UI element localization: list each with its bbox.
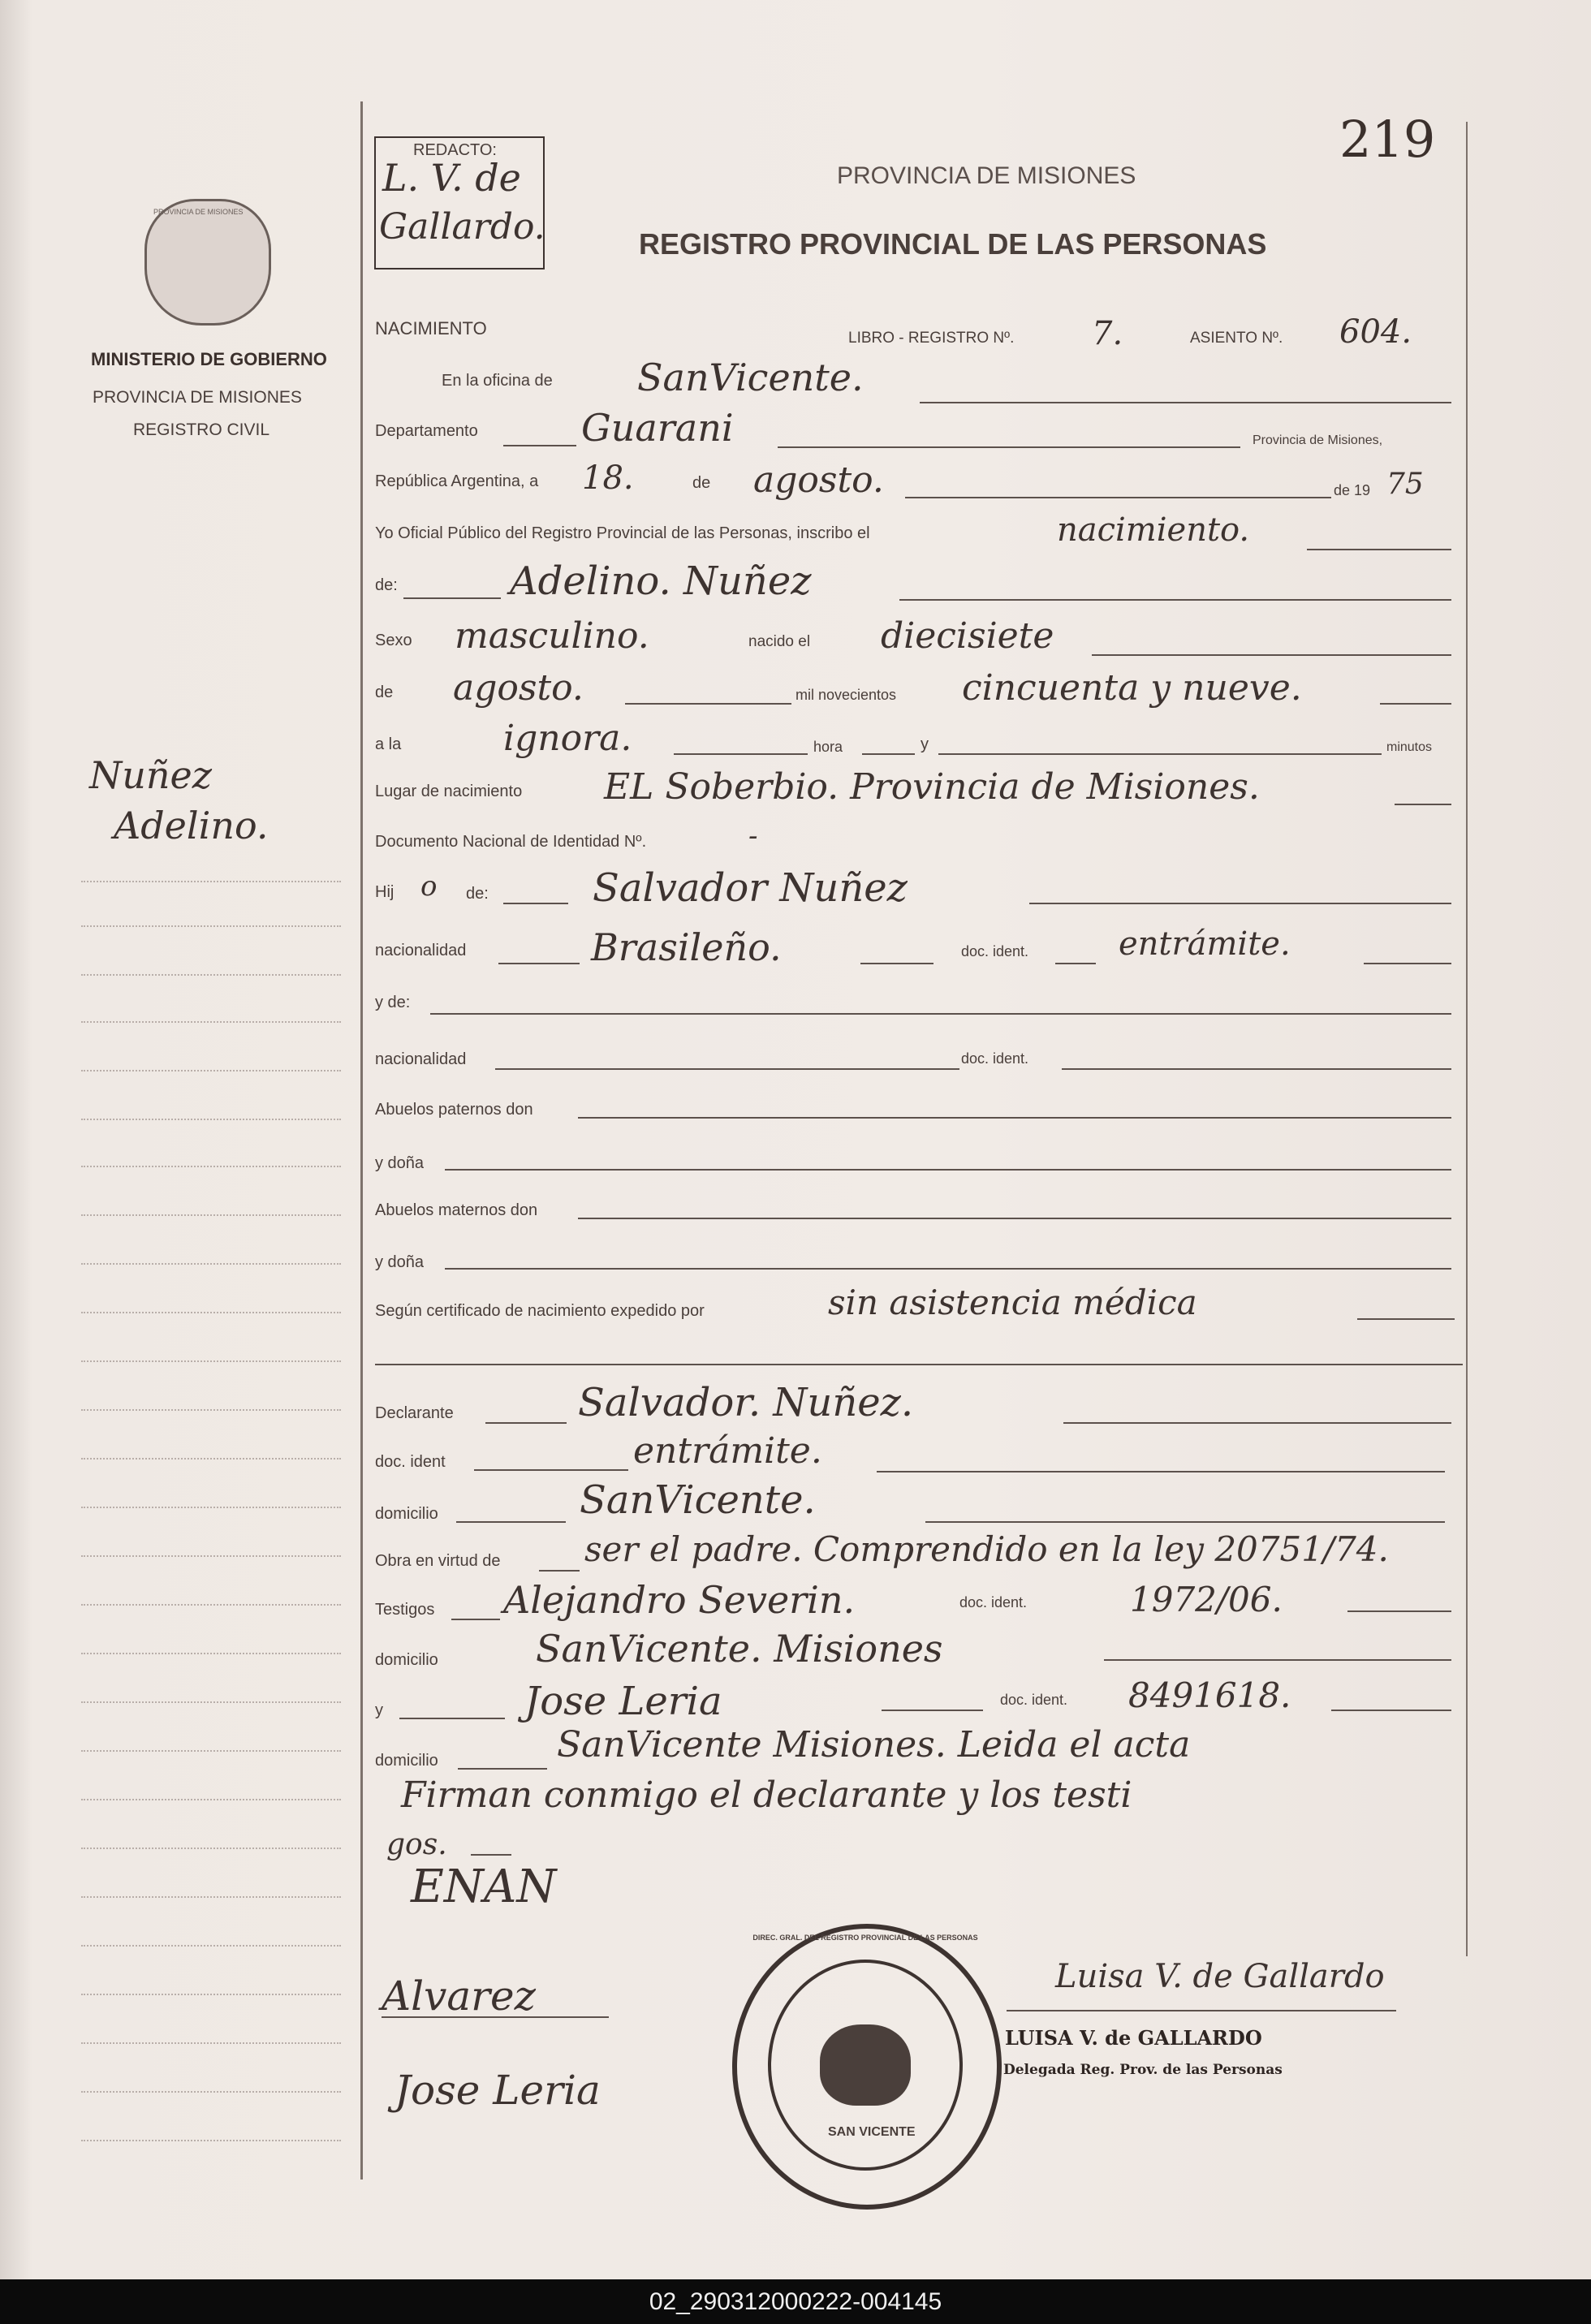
- seal-town: SAN VICENTE: [828, 2125, 916, 2139]
- doc-ident2-label: doc. ident.: [961, 1050, 1029, 1067]
- abuelos-maternos-label: Abuelos maternos don: [375, 1201, 538, 1219]
- margin-ruling: [81, 1312, 341, 1313]
- nacionalidad-line-b: [860, 963, 933, 964]
- margin-ruling: [81, 2042, 341, 2044]
- domicilio3-label: domicilio: [375, 1752, 438, 1770]
- doc-declarante-line-a: [474, 1469, 628, 1471]
- a-la-label: a la: [375, 735, 402, 753]
- dni-label: Documento Nacional de Identidad Nº.: [375, 833, 647, 851]
- margin-ruling: [81, 1409, 341, 1411]
- hijo-label: Hij: [375, 883, 395, 901]
- seal-emblem-icon: [820, 2024, 911, 2106]
- margin-ruling: [81, 1653, 341, 1654]
- official-name: LUISA V. de GALLARDO: [1005, 2026, 1262, 2050]
- right-margin-rule: [1466, 122, 1468, 1956]
- lugar-label: Lugar de nacimiento: [375, 783, 523, 800]
- abuelos-paternos-line: [578, 1117, 1451, 1119]
- testigo1-name: Alejandro Severin.: [503, 1578, 856, 1622]
- nacimiento-heading: NACIMIENTO: [375, 318, 487, 338]
- abuelos-maternos-line: [578, 1218, 1451, 1219]
- margin-ruling: [81, 1604, 341, 1606]
- dni-value: -: [748, 820, 758, 852]
- margin-ruling: [81, 1555, 341, 1557]
- margin-ruling: [81, 1945, 341, 1947]
- margin-ruling: [81, 1360, 341, 1362]
- asiento-value: 604.: [1339, 313, 1412, 351]
- mes-value: agosto.: [753, 459, 884, 501]
- inscribo-value: nacimiento.: [1057, 511, 1250, 549]
- closing-line-1: Firman conmigo el declarante y los testi: [401, 1774, 1132, 1816]
- nacionalidad-line-a: [498, 963, 580, 964]
- de-name-label: de:: [375, 576, 398, 594]
- declarante-line-b: [1063, 1422, 1451, 1424]
- certificado-line: [1357, 1318, 1455, 1320]
- margin-surname: Nuñez: [89, 753, 212, 797]
- certificado-label: Según certificado de nacimiento expedido por: [375, 1302, 705, 1320]
- declarante-value: Salvador. Nuñez.: [578, 1380, 914, 1425]
- departamento-line-a: [503, 445, 576, 446]
- margin-ruling: [81, 925, 341, 927]
- dia-value: 18.: [582, 459, 634, 497]
- official-signature-line: [1007, 2010, 1396, 2011]
- libro-value: 7.: [1092, 315, 1123, 352]
- sexo-label: Sexo: [375, 632, 412, 649]
- madre-line: [430, 1013, 1451, 1015]
- de3-label: de:: [466, 885, 489, 903]
- libro-label: LIBRO - REGISTRO Nº.: [848, 330, 1015, 347]
- testigo2-line-a: [399, 1718, 505, 1719]
- y-de-label: y de:: [375, 994, 411, 1011]
- hijo-value: o: [420, 870, 438, 903]
- anio-label: de 19: [1334, 482, 1371, 498]
- margin-ruling: [81, 1214, 341, 1216]
- doc-ident4-label: doc. ident.: [959, 1594, 1028, 1610]
- left-margin-rule: [360, 101, 363, 2180]
- oficial-text: Yo Oficial Público del Registro Provincial de las Personas, inscribo el: [375, 524, 870, 542]
- departamento-value: Guarani: [581, 406, 734, 450]
- obra-line: [539, 1570, 580, 1572]
- obra-label: Obra en virtud de: [375, 1552, 501, 1570]
- registry-title: REGISTRO PROVINCIAL DE LAS PERSONAS: [639, 227, 1267, 261]
- padre-line-b: [1029, 903, 1451, 904]
- minutos-label: minutos: [1386, 740, 1433, 754]
- lugar-line: [1395, 804, 1451, 805]
- margin-ruling: [81, 1507, 341, 1508]
- image-id-caption: 02_290312000222-004145: [0, 2279, 1591, 2324]
- testigo2-dom: SanVicente Misiones. Leida el acta: [557, 1724, 1191, 1766]
- departamento-label: Departamento: [375, 422, 478, 440]
- abuelos-paternos-label: Abuelos paternos don: [375, 1101, 533, 1119]
- provincia-suffix: Provincia de Misiones,: [1253, 433, 1383, 447]
- nacionalidad2-label: nacionalidad: [375, 1050, 467, 1068]
- margin-ruling: [81, 1701, 341, 1703]
- testigos-label: Testigos: [375, 1601, 435, 1619]
- anio-value: 75: [1386, 468, 1424, 501]
- oficina-label: En la oficina de: [442, 372, 553, 390]
- seal-inner-ring: [768, 1960, 963, 2171]
- abuela-materna-line: [445, 1268, 1451, 1270]
- testigo1-doc-line: [1347, 1610, 1451, 1612]
- de-label: de: [692, 474, 711, 492]
- nacionalidad2-line: [495, 1068, 959, 1070]
- domicilio-line-b: [925, 1521, 1445, 1523]
- doc-declarante-line-b: [877, 1471, 1445, 1472]
- mes-line: [905, 497, 1331, 498]
- doc-ident-label: doc. ident.: [961, 943, 1029, 959]
- official-signature: Luisa V. de Gallardo: [1055, 1958, 1385, 1995]
- margin-ruling: [81, 1263, 341, 1265]
- doc-padre-line-b: [1364, 963, 1451, 964]
- testigo2-line-b: [882, 1710, 983, 1711]
- lugar-value: EL Soberbio. Provincia de Misiones.: [604, 766, 1260, 808]
- ministry-province: PROVINCIA DE MISIONES: [93, 388, 302, 407]
- y-label: y: [921, 735, 929, 753]
- seal-ring-text: DIREC. GRAL. DEL REGISTRO PROVINCIAL DE LAS PERSONAS: [752, 1934, 978, 1942]
- redacto-surname: Gallardo.: [379, 206, 545, 248]
- nacido-mes: agosto.: [453, 667, 584, 709]
- official-title: Delegada Reg. Prov. de las Personas: [1003, 2062, 1283, 2078]
- margin-ruling: [81, 1799, 341, 1800]
- margin-ruling: [81, 881, 341, 882]
- hora-line: [674, 753, 808, 755]
- province-heading: PROVINCIA DE MISIONES: [837, 162, 1136, 189]
- minutos-line-b: [938, 753, 1382, 755]
- doc-padre-value: entrámite.: [1119, 925, 1291, 963]
- doc-madre-line: [1062, 1068, 1451, 1070]
- padre-value: Salvador Nuñez: [593, 865, 908, 911]
- doc-ident3-label: doc. ident: [375, 1453, 446, 1471]
- nombre-line-a: [403, 597, 501, 599]
- doc-declarante-value: entrámite.: [633, 1430, 822, 1472]
- margin-ruling: [81, 1848, 341, 1849]
- testigo2-doc-line: [1331, 1710, 1451, 1711]
- nacido-anio: cincuenta y nueve.: [962, 667, 1302, 709]
- margin-ruling: [81, 1994, 341, 1995]
- domicilio-line-a: [456, 1521, 566, 1523]
- sexo-value: masculino.: [455, 615, 649, 657]
- testigo2-dom-line: [458, 1768, 547, 1770]
- margin-given-name: Adelino.: [114, 804, 269, 847]
- margin-ruling: [81, 2140, 341, 2141]
- redacto-box: [374, 136, 545, 269]
- closing-line-3: ENAN: [411, 1860, 557, 1913]
- margin-ruling: [81, 1750, 341, 1752]
- padre-line-a: [503, 903, 568, 904]
- y2-label: y: [375, 1701, 383, 1719]
- nacionalidad-value: Brasileño.: [591, 925, 782, 969]
- hora-label: hora: [813, 739, 843, 755]
- nacionalidad-label: nacionalidad: [375, 942, 467, 959]
- province-crest-icon: [144, 199, 271, 326]
- testigo2-doc: 8491618.: [1128, 1675, 1291, 1715]
- testigo2-name: Jose Leria: [524, 1679, 722, 1724]
- oficina-value: SanVicente.: [637, 356, 864, 399]
- margin-ruling: [81, 1070, 341, 1071]
- domicilio-label: domicilio: [375, 1505, 438, 1523]
- child-name: Adelino. Nuñez: [510, 558, 812, 604]
- domicilio-value: SanVicente.: [580, 1477, 816, 1523]
- margin-ruling: [81, 974, 341, 976]
- testigo1-dom: SanVicente. Misiones: [536, 1627, 943, 1671]
- mil-label: mil novecientos: [796, 687, 897, 703]
- nacido-anio-line: [1380, 703, 1451, 705]
- margin-ruling: [81, 2091, 341, 2093]
- certificado-line-2: [375, 1364, 1463, 1365]
- departamento-line-b: [778, 446, 1240, 448]
- margin-ruling: [81, 1021, 341, 1023]
- declarante-line-a: [485, 1422, 567, 1424]
- testigo1-doc: 1972/06.: [1130, 1580, 1283, 1619]
- nacido-line: [1092, 654, 1451, 656]
- redacto-label: REDACTO:: [413, 141, 497, 159]
- nombre-line-b: [899, 599, 1451, 601]
- inscribo-line: [1307, 549, 1451, 550]
- ministry-office: REGISTRO CIVIL: [133, 420, 270, 439]
- margin-ruling: [81, 1458, 341, 1460]
- testigo1-line-a: [451, 1619, 500, 1620]
- doc-ident5-label: doc. ident.: [1000, 1692, 1068, 1708]
- republica-label: República Argentina, a: [375, 472, 539, 490]
- testigo1-dom-line: [1104, 1659, 1451, 1661]
- oficina-line: [920, 402, 1451, 403]
- y-dona2-label: y doña: [375, 1253, 425, 1271]
- nacido-label: nacido el: [748, 633, 811, 650]
- crest-text: PROVINCIA DE MISIONES: [153, 208, 244, 216]
- domicilio2-label: domicilio: [375, 1651, 438, 1669]
- ministry-name: MINISTERIO DE GOBIERNO: [91, 349, 327, 369]
- nacido-mes-line: [625, 703, 791, 705]
- page-number: 219: [1339, 110, 1436, 169]
- hora-value: ignora.: [503, 718, 632, 759]
- witness-signature-1-line: [382, 2016, 609, 2018]
- witness-signature-2: Jose Leria: [395, 2067, 601, 2114]
- closing-dash: [471, 1854, 511, 1856]
- certificado-value: sin asistencia médica: [828, 1283, 1197, 1322]
- y-dona-label: y doña: [375, 1154, 425, 1172]
- margin-ruling: [81, 1896, 341, 1898]
- nacido-dia: diecisiete: [881, 615, 1054, 657]
- abuela-paterna-line: [445, 1169, 1451, 1171]
- closing-line-2: gos.: [386, 1828, 447, 1861]
- witness-signature-1: Alvarez: [382, 1973, 536, 2020]
- minutos-line-a: [862, 753, 915, 755]
- de2-label: de: [375, 683, 394, 701]
- declarante-label: Declarante: [375, 1404, 454, 1422]
- doc-padre-line-a: [1055, 963, 1096, 964]
- margin-ruling: [81, 1119, 341, 1120]
- asiento-label: ASIENTO Nº.: [1190, 330, 1283, 347]
- margin-ruling: [81, 1166, 341, 1167]
- redacto-initials: L. V. de: [382, 156, 521, 200]
- obra-value: ser el padre. Comprendido en la ley 20751/74.: [584, 1529, 1389, 1569]
- official-seal: [732, 1924, 1002, 2210]
